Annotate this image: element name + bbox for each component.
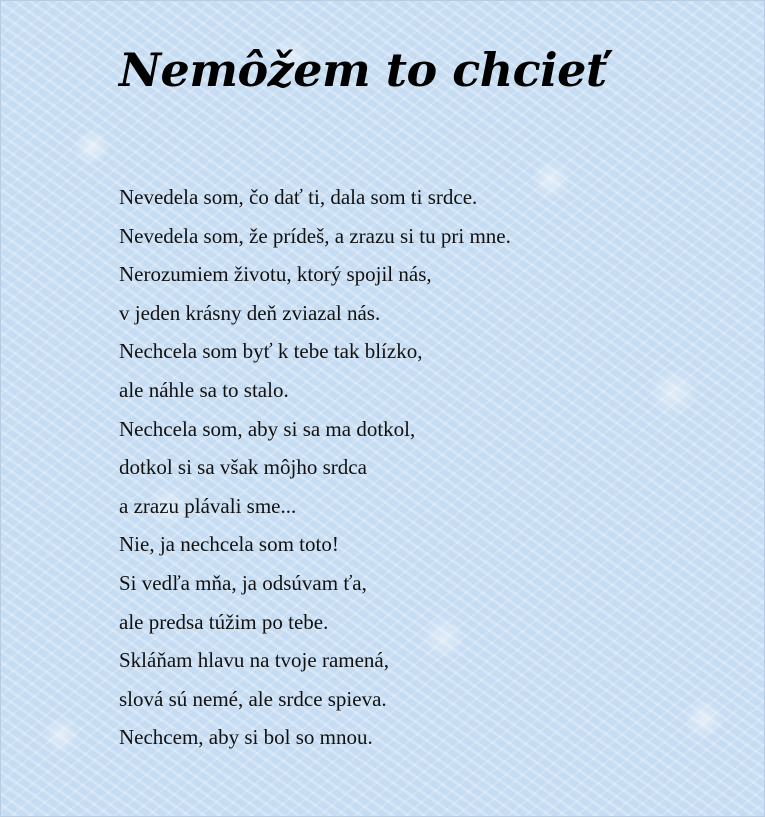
poem-line: Nechcela som, aby si sa ma dotkol, (119, 416, 416, 441)
poem-line: dotkol si sa však môjho srdca (119, 455, 367, 480)
poem-line: Nerozumiem životu, ktorý spojil nás, (119, 262, 432, 287)
poem-line: Nevedela som, že prídeš, a zrazu si tu pri mne. (119, 223, 511, 248)
poem-line: Si vedľa mňa, ja odsúvam ťa, (119, 570, 367, 595)
poem-line: ale predsa túžim po tebe. (119, 609, 329, 634)
poem-line: Skláňam hlavu na tvoje ramená, (119, 648, 389, 673)
poem-line: slová sú nemé, ale srdce spieva. (119, 686, 387, 711)
poem-line: Nechcem, aby si bol so mnou. (119, 725, 373, 750)
poem-line: Nechcela som byť k tebe tak blízko, (119, 339, 423, 364)
poem-line: a zrazu plávali sme... (119, 493, 297, 518)
poem-line: Nie, ja nechcela som toto! (119, 532, 339, 557)
poem-title: Nemôžem to chcieť (119, 43, 607, 97)
poem-body (119, 178, 511, 757)
poem-line: v jeden krásny deň zviazal nás. (119, 300, 381, 325)
poem-line: Nevedela som, čo dať ti, dala som ti srdce. (119, 185, 478, 209)
poem-line: ale náhle sa to stalo. (119, 377, 289, 402)
